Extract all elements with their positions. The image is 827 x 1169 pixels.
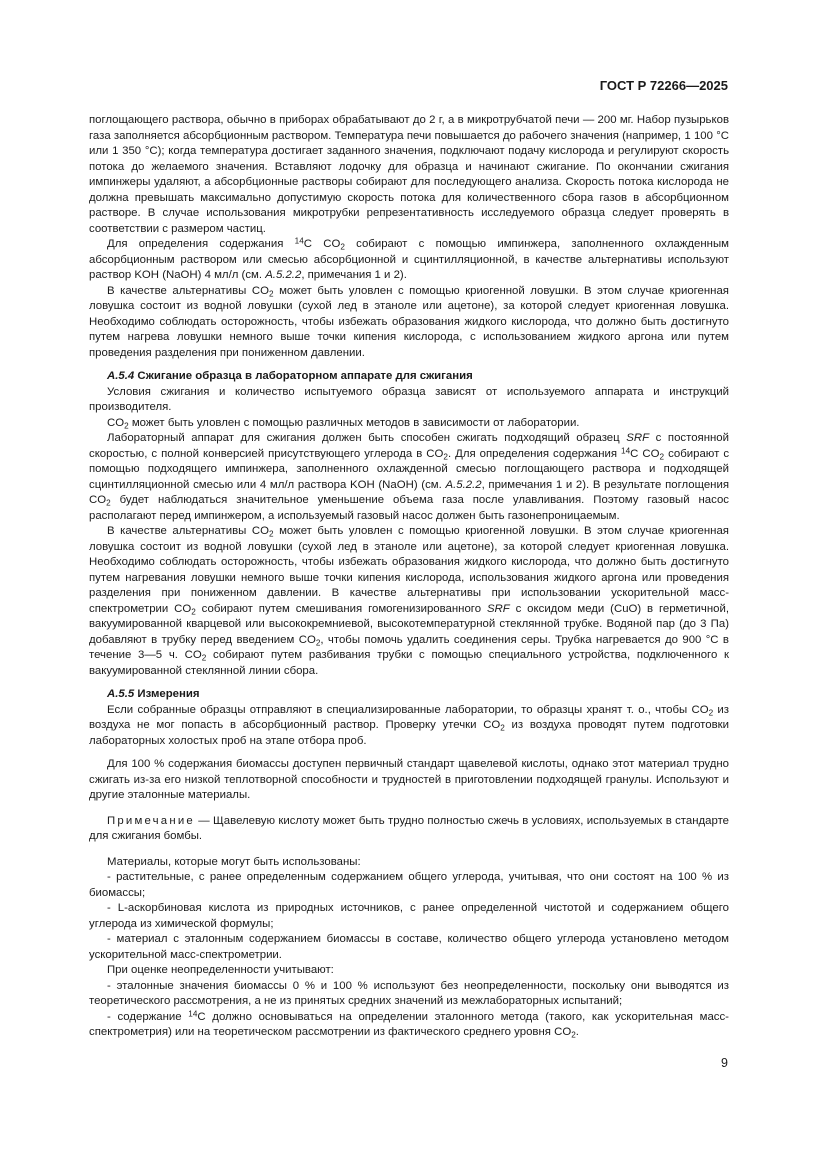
paragraph: В качестве альтернативы $CO_2$ может быть уловлен с помощью криогенной ловушки. В этом случае криогенная ловушка состоит из водной ловушки (сухой лед в этаноле или ацетоне), за которой следует криогенная ловушка. Необходимо соблюдать осторожность, чтобы избежать образования жидкого кислорода, что должно быть достигнуто путем нагревания ловушки немного выше точки кипения кислорода, использования жидкого аргона или проведения разделения при пониженном давлении. В качестве альтернативы при использовании ускорительной масс-спектрометрии $CO_2$ собирают путем смешивания гомогенизированного SRF с оксидом меди (CuO) в герметичной, вакуумированной кварцевой или высококремниевой, высокотемпературной стеклянной трубке. Водяной пар (до 3 Па) добавляют в трубку перед введением $CO_2$, чтобы помочь удалить соединения серы. Трубка нагревается до 900 °С в течение 3—5 ч. $CO_2$ собирают путем разбивания трубки с помощью специального устройства, подключенного к вакуумированной стеклянной линии сбора.	[89, 525, 730, 677]
section-heading-a54: A.5.4 Сжигание образца в лабораторном аппарате для сжигания	[107, 370, 473, 382]
materials-intro: Материалы, которые могут быть использованы:	[107, 855, 361, 868]
paragraph: Для 100 % содержания биомассы доступен первичный стандарт щавелевой кислоты, однако этот материал трудно сжигать из-за его низкой теплотворной способности и трудностей в приготовлении подходящей гранулы. Используют и другие эталонные материалы.	[89, 758, 729, 801]
paragraph: Условия сжигания и количество испытуемого образца зависят от используемого аппарата и инструкций производителя.	[89, 385, 729, 413]
paragraph: Если собранные образцы отправляют в специализированные лаборатории, то образцы хранят т. о., чтобы $CO_2$ из воздуха не мог попасть в абсорбционный раствор. Проверку утечки $CO_2$ из воздуха проводят путем подготовки лабораторных холостых проб на этапе отбора проб.	[89, 703, 730, 747]
document-header	[600, 78, 728, 93]
list-item: - L-аскорбиновая кислота из природных источников, с ранее определенной чистотой и содержанием общего углерода из химической формулы;	[89, 902, 729, 930]
uncertainty-intro: При оценке неопределенности учитывают:	[107, 964, 334, 976]
list-item: - эталонные значения биомассы 0 % и 100 % используют без неопределенности, поскольку они выводятся из теоретического рассмотрения, а не из принятых средних значений из межлабораторных испытаний;	[89, 979, 729, 1007]
section-reference: A.5.2.2	[445, 478, 482, 491]
note-label: Примечание	[107, 814, 195, 827]
paragraph: Для определения содержания $^{14}$С $CO_2$ собирают с помощью импинжера, заполненного охлажденным абсорбционным раствором или смесью абсорбционной и сцинтилляционной, в качестве альтернативы используют раствор KOH (NaOH) 4 мл/л (см. A.5.2.2, примечания 1 и 2).	[89, 236, 729, 281]
list-item: - материал с эталонным содержанием биомассы в составе, количество общего углерода установлено методом ускорительной масс-спектрометрии.	[89, 933, 729, 961]
document-id: ГОСТ Р 72266—2025	[599, 78, 728, 93]
note: Примечание — Щавелевую кислоту может быть трудно полностью сжечь в условиях, используемых в стандарте для сжигания бомбы.	[89, 814, 729, 842]
paragraph: поглощающего раствора, обычно в приборах обрабатывают до 2 г, а в микротрубчатой печи — 200 мг. Набор пузырьков газа заполняется абсорбционным раствором. Температура печи повышается до рабочего значения (например, 1 100 °С или 1 350 °С); когда температура достигает заданного значения, подключают подачу кислорода и регулируют скорость потока до желаемого значения. Вставляют лодочку для образца и начинают сжигание. По окончании сжигания импинжеры удаляют, а абсорбционные растворы собирают для последующего анализа. Скорость потока кислорода не должна превышать максимально допустимую скорость потока для количественного сбора газов в абсорбционном растворе. В случае использования микротрубки репрезентативность исследуемого образца следует проверять в соответствии с размером частиц.	[89, 114, 729, 235]
paragraph: $CO_2$ может быть уловлен с помощью различных методов в зависимости от лаборатории.	[107, 416, 580, 430]
paragraph: В качестве альтернативы $CO_2$ может быть уловлен с помощью криогенной ловушки. В этом случае криогенная ловушка состоит из водной ловушки (сухой лед в этаноле или ацетоне), за которой следует криогенная ловушка. Необходимо соблюдать осторожность, чтобы избежать образования жидкого кислорода, что должно быть достигнуто путем нагрева ловушки немного выше точки кипения кислорода, с использованием жидкого аргона или путем проведения разделения при пониженном давлении.	[89, 284, 729, 359]
page-number: 9	[721, 1056, 728, 1070]
paragraph: Лабораторный аппарат для сжигания должен быть способен сжигать подходящий образец SRF с постоянной скоростью, с полной конверсией присутствующего углерода в $CO_2$. Для определения содержания $^{14}$С $CO_2$ собирают с помощью подходящего импинжера, заполненного охлажденной смесью поглощающего раствора и подходящей сцинтилляционной смесью или 4 мл/л раствора KOH (NaOH) (см. A.5.2.2, примечания 1 и 2). В результате поглощения $CO_2$ будет наблюдаться значительное уменьшение объема газа после улавливания. Поэтому газовый насос располагают перед импинжером, а используемый газовый насос должен быть газонепроницаемым.	[89, 432, 730, 522]
list-item: - содержание $^{14}$С должно основываться на определении эталонного метода (такого, как ускорительная масс-спектрометрия) или на теоретическом рассмотрении из фактического среднего уровня $CO_2$.	[89, 1008, 729, 1040]
list-item: - растительные, с ранее определенным содержанием общего углерода, учитывая, что они состоят на 100 % из биомассы;	[89, 871, 729, 899]
section-reference: A.5.2.2	[265, 269, 302, 281]
section-heading-a55: A.5.5 Измерения	[107, 688, 200, 700]
page-body	[89, 113, 729, 1041]
